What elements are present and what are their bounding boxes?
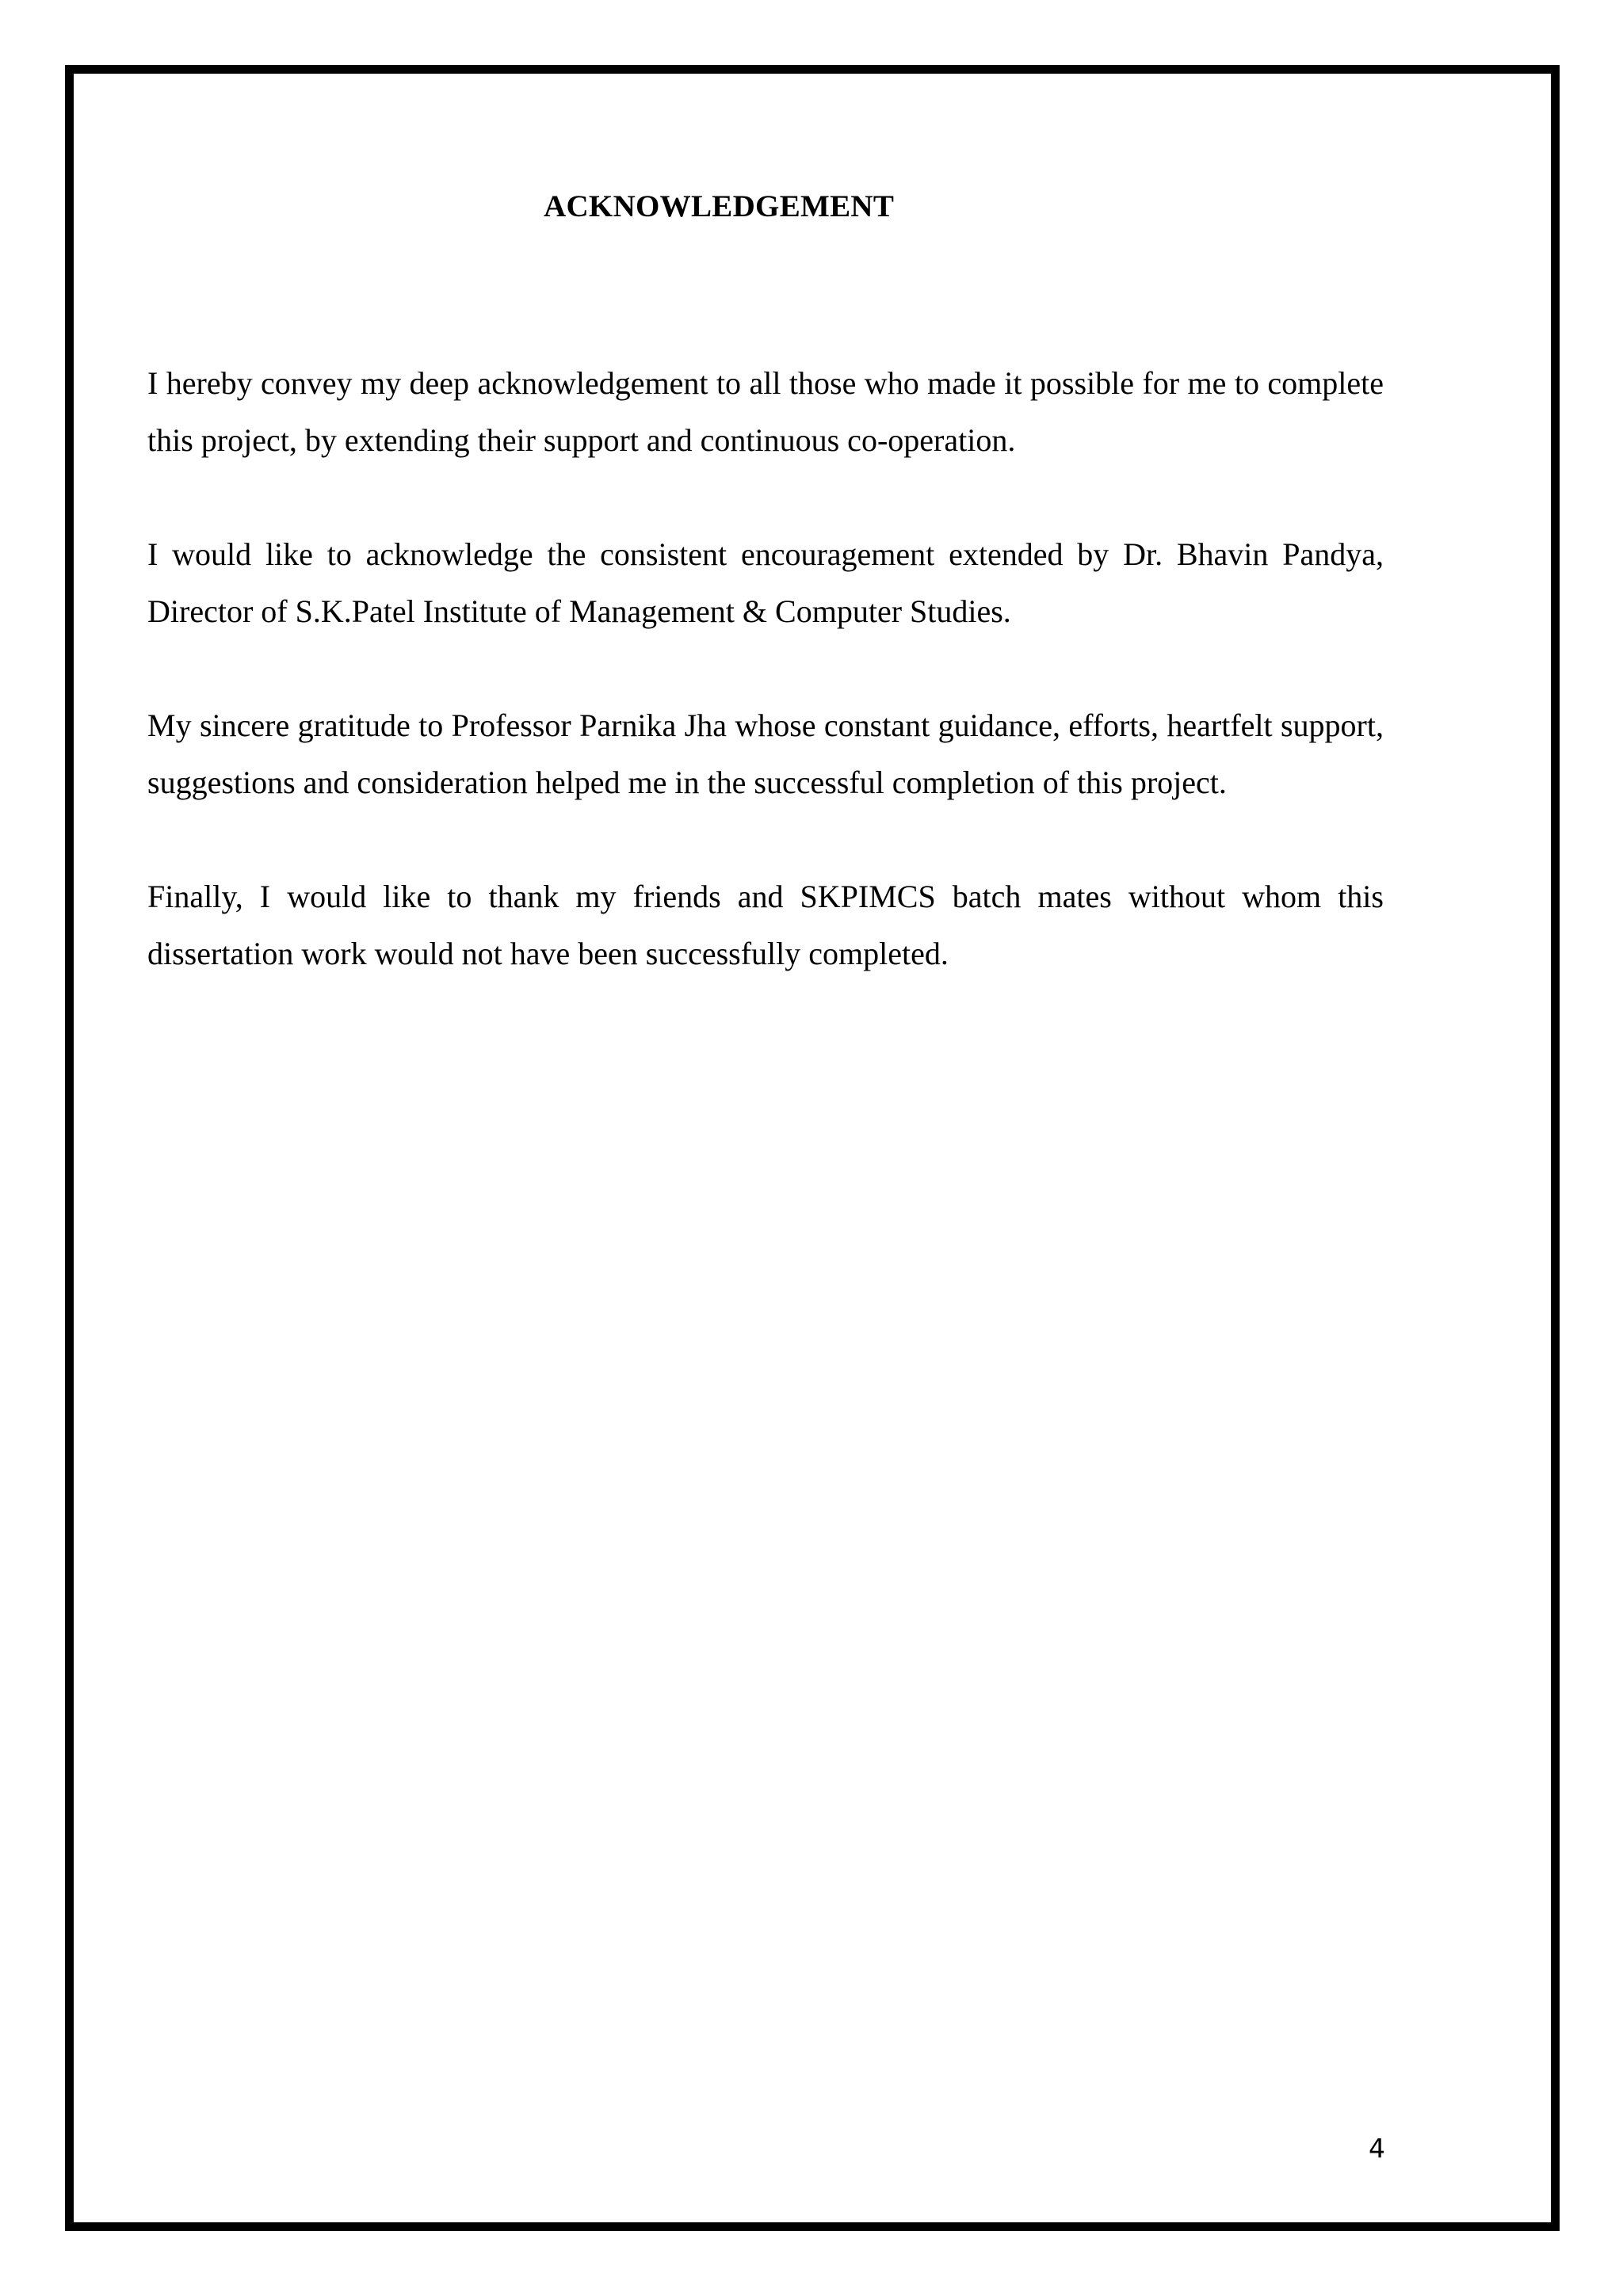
paragraph-4: Finally, I would like to thank my friends and SKPIMCS batch mates without whom this dissertation work would not have been successfully completed. bbox=[147, 879, 1384, 971]
page-heading: ACKNOWLEDGEMENT bbox=[544, 189, 895, 223]
acknowledgement-body bbox=[147, 355, 1384, 1039]
paragraph-3: My sincere gratitude to Professor Parnika Jha whose constant guidance, efforts, heartfelt support, suggestions and consideration helped me in the successful completion of this project. bbox=[147, 707, 1384, 800]
paragraph-2: I would like to acknowledge the consistent encouragement extended by Dr. Bhavin Pandya, Director of S.K.Patel Institute of Management & Computer Studies. bbox=[147, 536, 1384, 629]
page-number: 4 bbox=[1369, 2133, 1385, 2164]
paragraph-1: I hereby convey my deep acknowledgement to all those who made it possible for me to complete this project, by extending their support and continuous co-operation. bbox=[147, 365, 1384, 458]
